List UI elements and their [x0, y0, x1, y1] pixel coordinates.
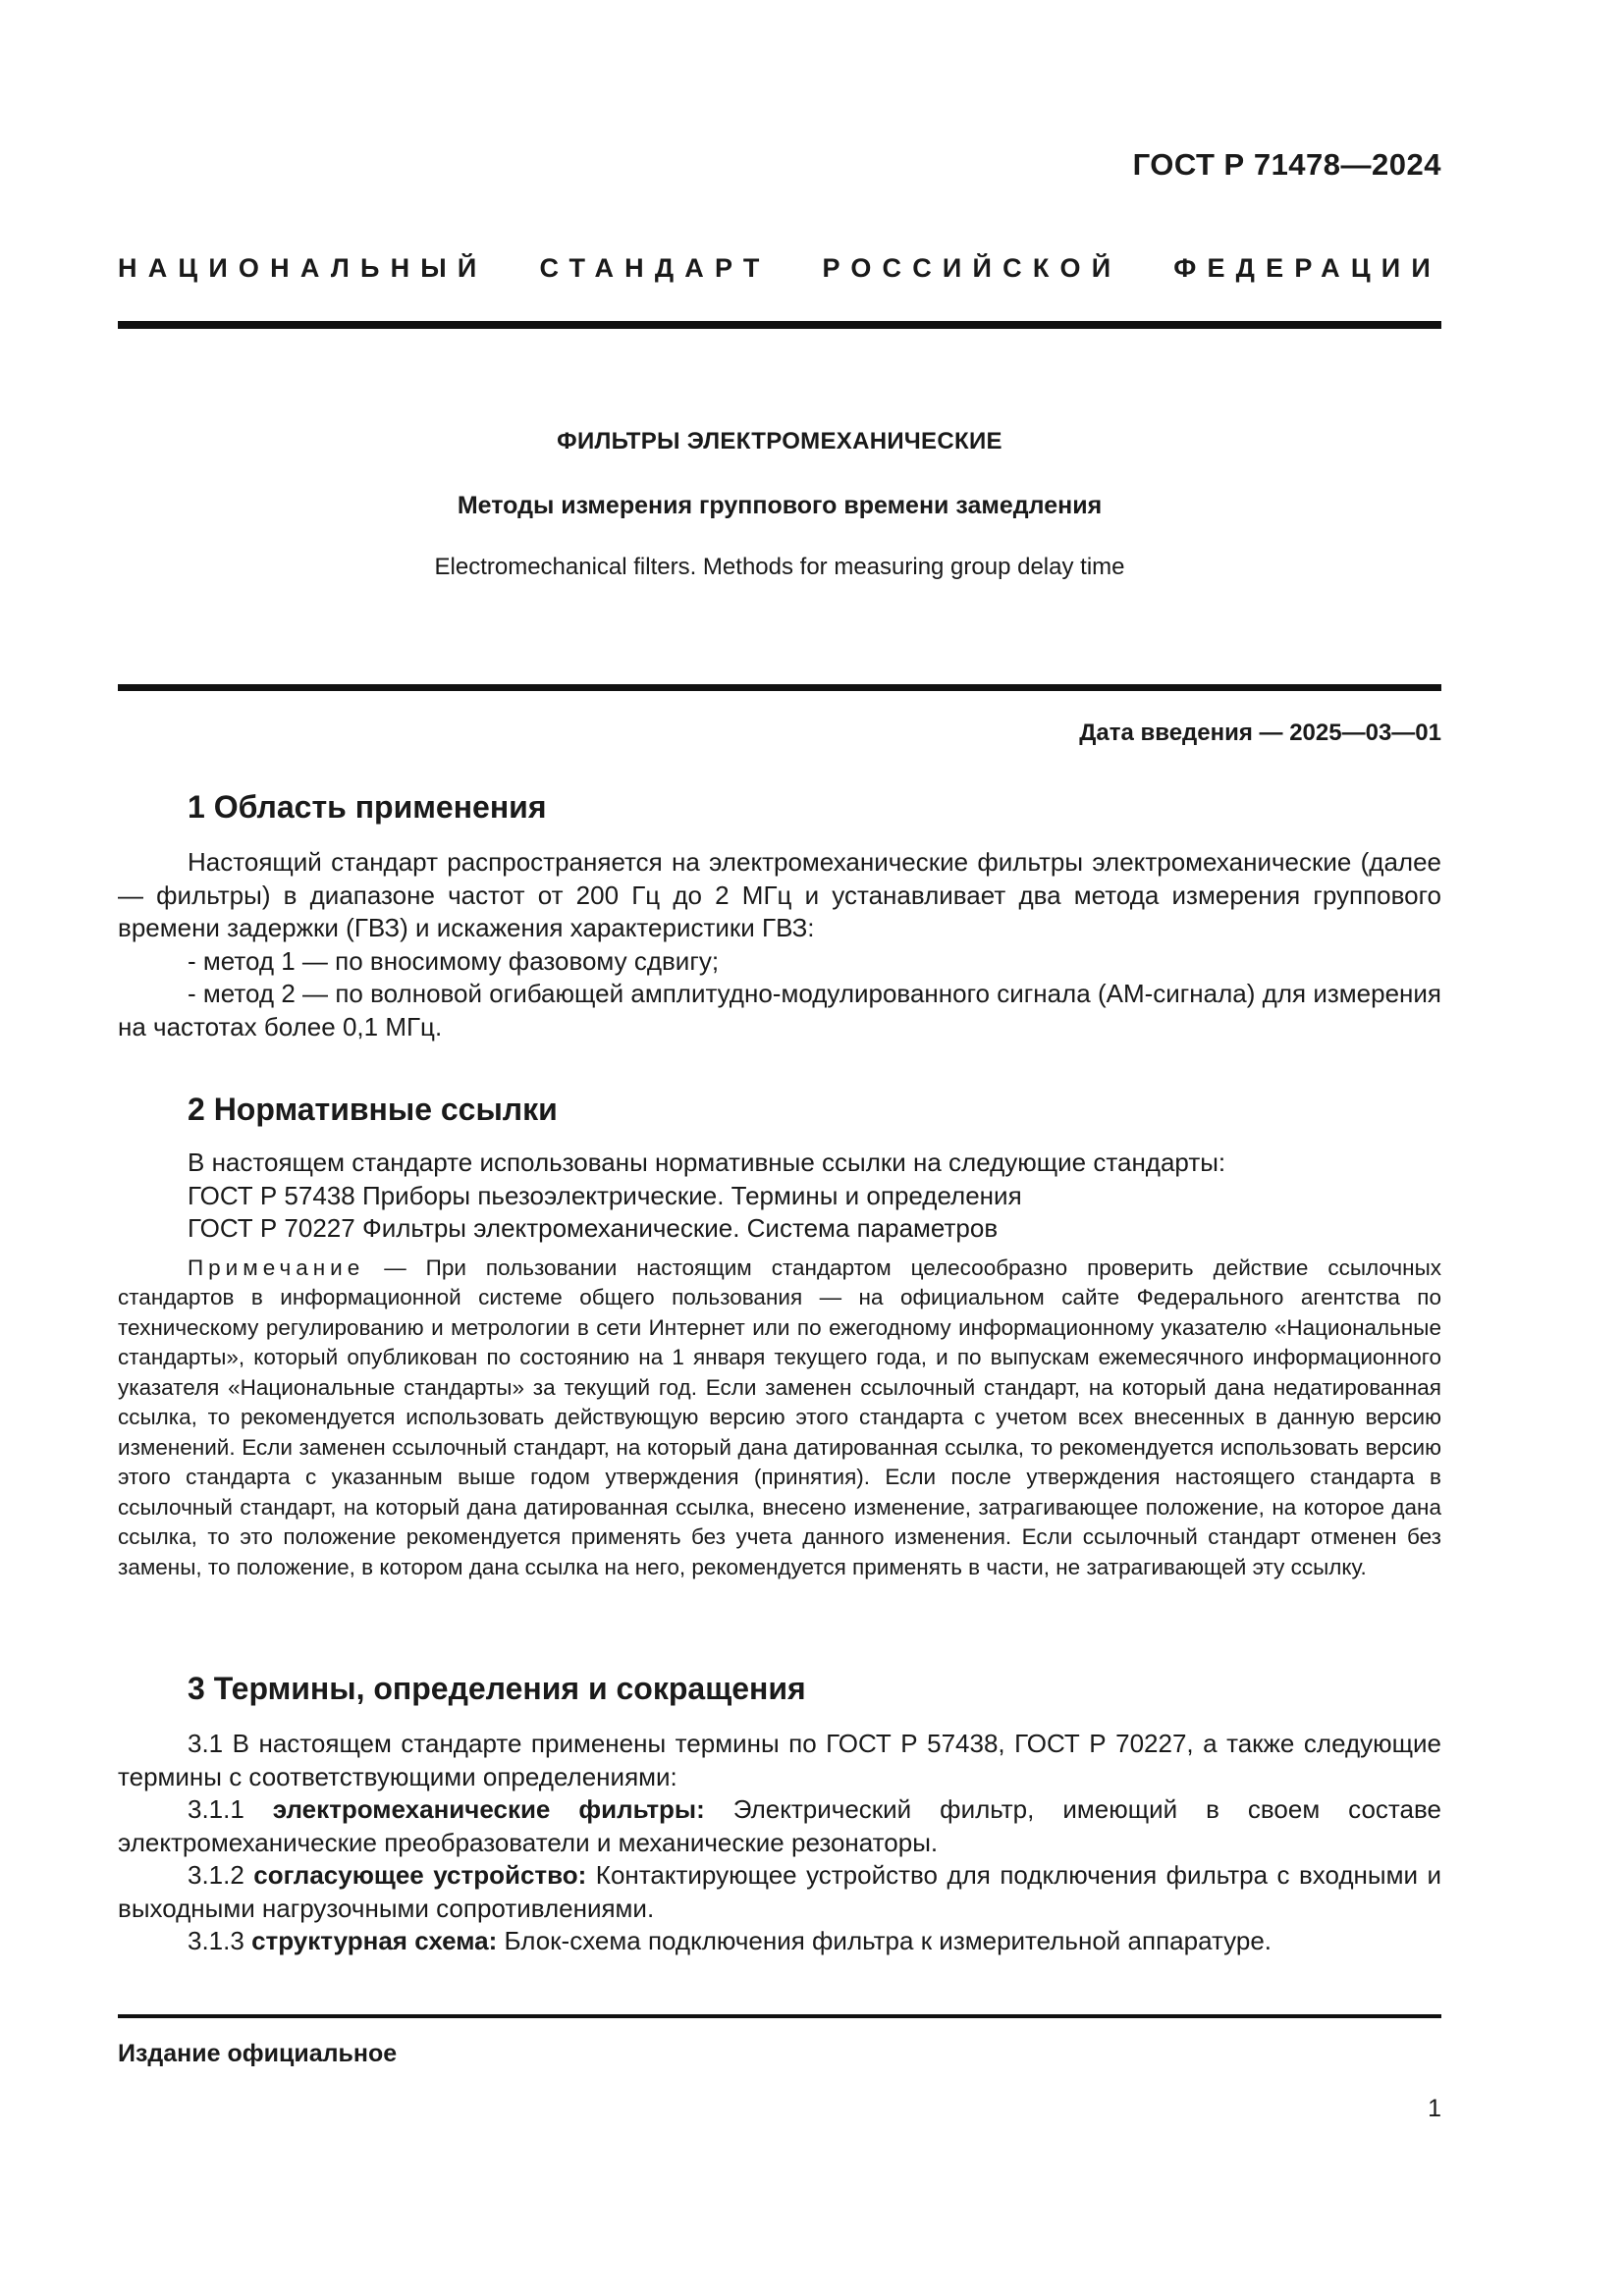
document-code: ГОСТ Р 71478—2024	[1132, 147, 1441, 182]
top-rule	[118, 321, 1441, 329]
section-heading: 2 Нормативные ссылки	[188, 1092, 558, 1127]
section-heading: 1 Область применения	[188, 789, 547, 825]
term-number: 3.1.3	[188, 1926, 252, 1955]
term-text: Блок-схема подключения фильтра к измерительной аппаратуре.	[497, 1926, 1272, 1955]
standard-title-english: Electromechanical filters. Methods for measuring group delay time	[434, 554, 1125, 580]
method-item: - метод 2 — по волновой огибающей амплитудно-модулированного сигнала (АМ-сигнала) для измерения на частотах более 0,1 МГц.	[118, 979, 1441, 1041]
term-text: Контактирующее устройство для подключения фильтра с входными и выходными нагрузочными сопротивлениями.	[118, 1860, 1441, 1923]
page-number: 1	[1428, 2095, 1441, 2122]
standard-title: ФИЛЬТРЫ ЭЛЕКТРОМЕХАНИЧЕСКИЕ	[557, 428, 1002, 454]
standard-subtitle: Методы измерения группового времени замедления	[457, 492, 1103, 519]
national-standard-banner: НАЦИОНАЛЬНЫЙ СТАНДАРТ РОССИЙСКОЙ ФЕДЕРАЦИИ	[118, 253, 1441, 283]
term-name: согласующее устройство:	[253, 1860, 587, 1890]
section-normative-references	[118, 1090, 1441, 1582]
section-terms	[118, 1669, 1441, 1958]
term-name: электромеханические фильтры:	[272, 1794, 705, 1824]
reference-item: ГОСТ Р 57438 Приборы пьезоэлектрические. Термины и определения	[188, 1180, 1022, 1210]
scope-paragraph: Настоящий стандарт распространяется на электромеханические фильтры электромеханические (далее — фильтры) в диапазоне частот от 200 Гц до 2 МГц и устанавливает два метода измерения группового времени задержки (ГВЗ) и искажения характеристики ГВЗ:	[118, 847, 1441, 942]
title-rule	[118, 684, 1441, 691]
section-heading: 3 Термины, определения и сокращения	[188, 1671, 806, 1706]
references-intro: В настоящем стандарте использованы нормативные ссылки на следующие стандарты:	[188, 1148, 1226, 1177]
term-name: структурная схема:	[251, 1926, 498, 1955]
footer-rule	[118, 2014, 1441, 2018]
introduction-date: Дата введения — 2025—03—01	[1079, 720, 1441, 746]
term-definition	[118, 1925, 1441, 1958]
term-number: 3.1.1	[188, 1794, 273, 1824]
reference-item: ГОСТ Р 70227 Фильтры электромеханические. Система параметров	[188, 1213, 999, 1243]
official-edition-label: Издание официальное	[118, 2040, 398, 2067]
note-paragraph	[118, 1254, 1441, 1583]
section-scope	[118, 787, 1441, 1043]
term-definition	[118, 1859, 1441, 1925]
term-definition	[118, 1793, 1441, 1859]
note-text: — При пользовании настоящим стандартом целесообразно проверить действие ссылочных стандартов в информационной системе общего пользования — на официальном сайте Федерального агентства по техническому регулированию и метрологии в сети Интернет или по ежегодному информационному указателю «Национальные стандарты», который опубликован по состоянию на 1 января текущего года, и по выпускам ежемесячного информационного указателя «Национальные стандарты» за текущий год. Если заменен ссылочный стандарт, на который дана недатированная ссылка, то рекомендуется использовать действующую версию этого стандарта с учетом всех внесенных в данную версию изменений. Если заменен ссылочный стандарт, на который дана датированная ссылка, то рекомендуется использовать версию этого стандарта с указанным выше годом утверждения (принятия). Если после утверждения настоящего стандарта в ссылочный стандарт, на который дана датированная ссылка, внесено изменение, затрагивающее положение, на которое дана ссылка, то это положение рекомендуется применять без учета данного изменения. Если ссылочный стандарт отменен без замены, то положение, в котором дана ссылка на него, рекомендуется применять в части, не затрагивающей эту ссылку.	[118, 1255, 1441, 1579]
term-text: Электрический фильтр, имеющий в своем составе электромеханические преобразователи и механические резонаторы.	[118, 1794, 1441, 1857]
terms-intro: 3.1 В настоящем стандарте применены термины по ГОСТ Р 57438, ГОСТ Р 70227, а также следующие термины с соответствующими определениями:	[118, 1729, 1441, 1791]
method-item: - метод 1 — по вносимому фазовому сдвигу;	[188, 945, 720, 976]
term-number: 3.1.2	[188, 1860, 254, 1890]
note-label: Примечание	[188, 1255, 365, 1280]
